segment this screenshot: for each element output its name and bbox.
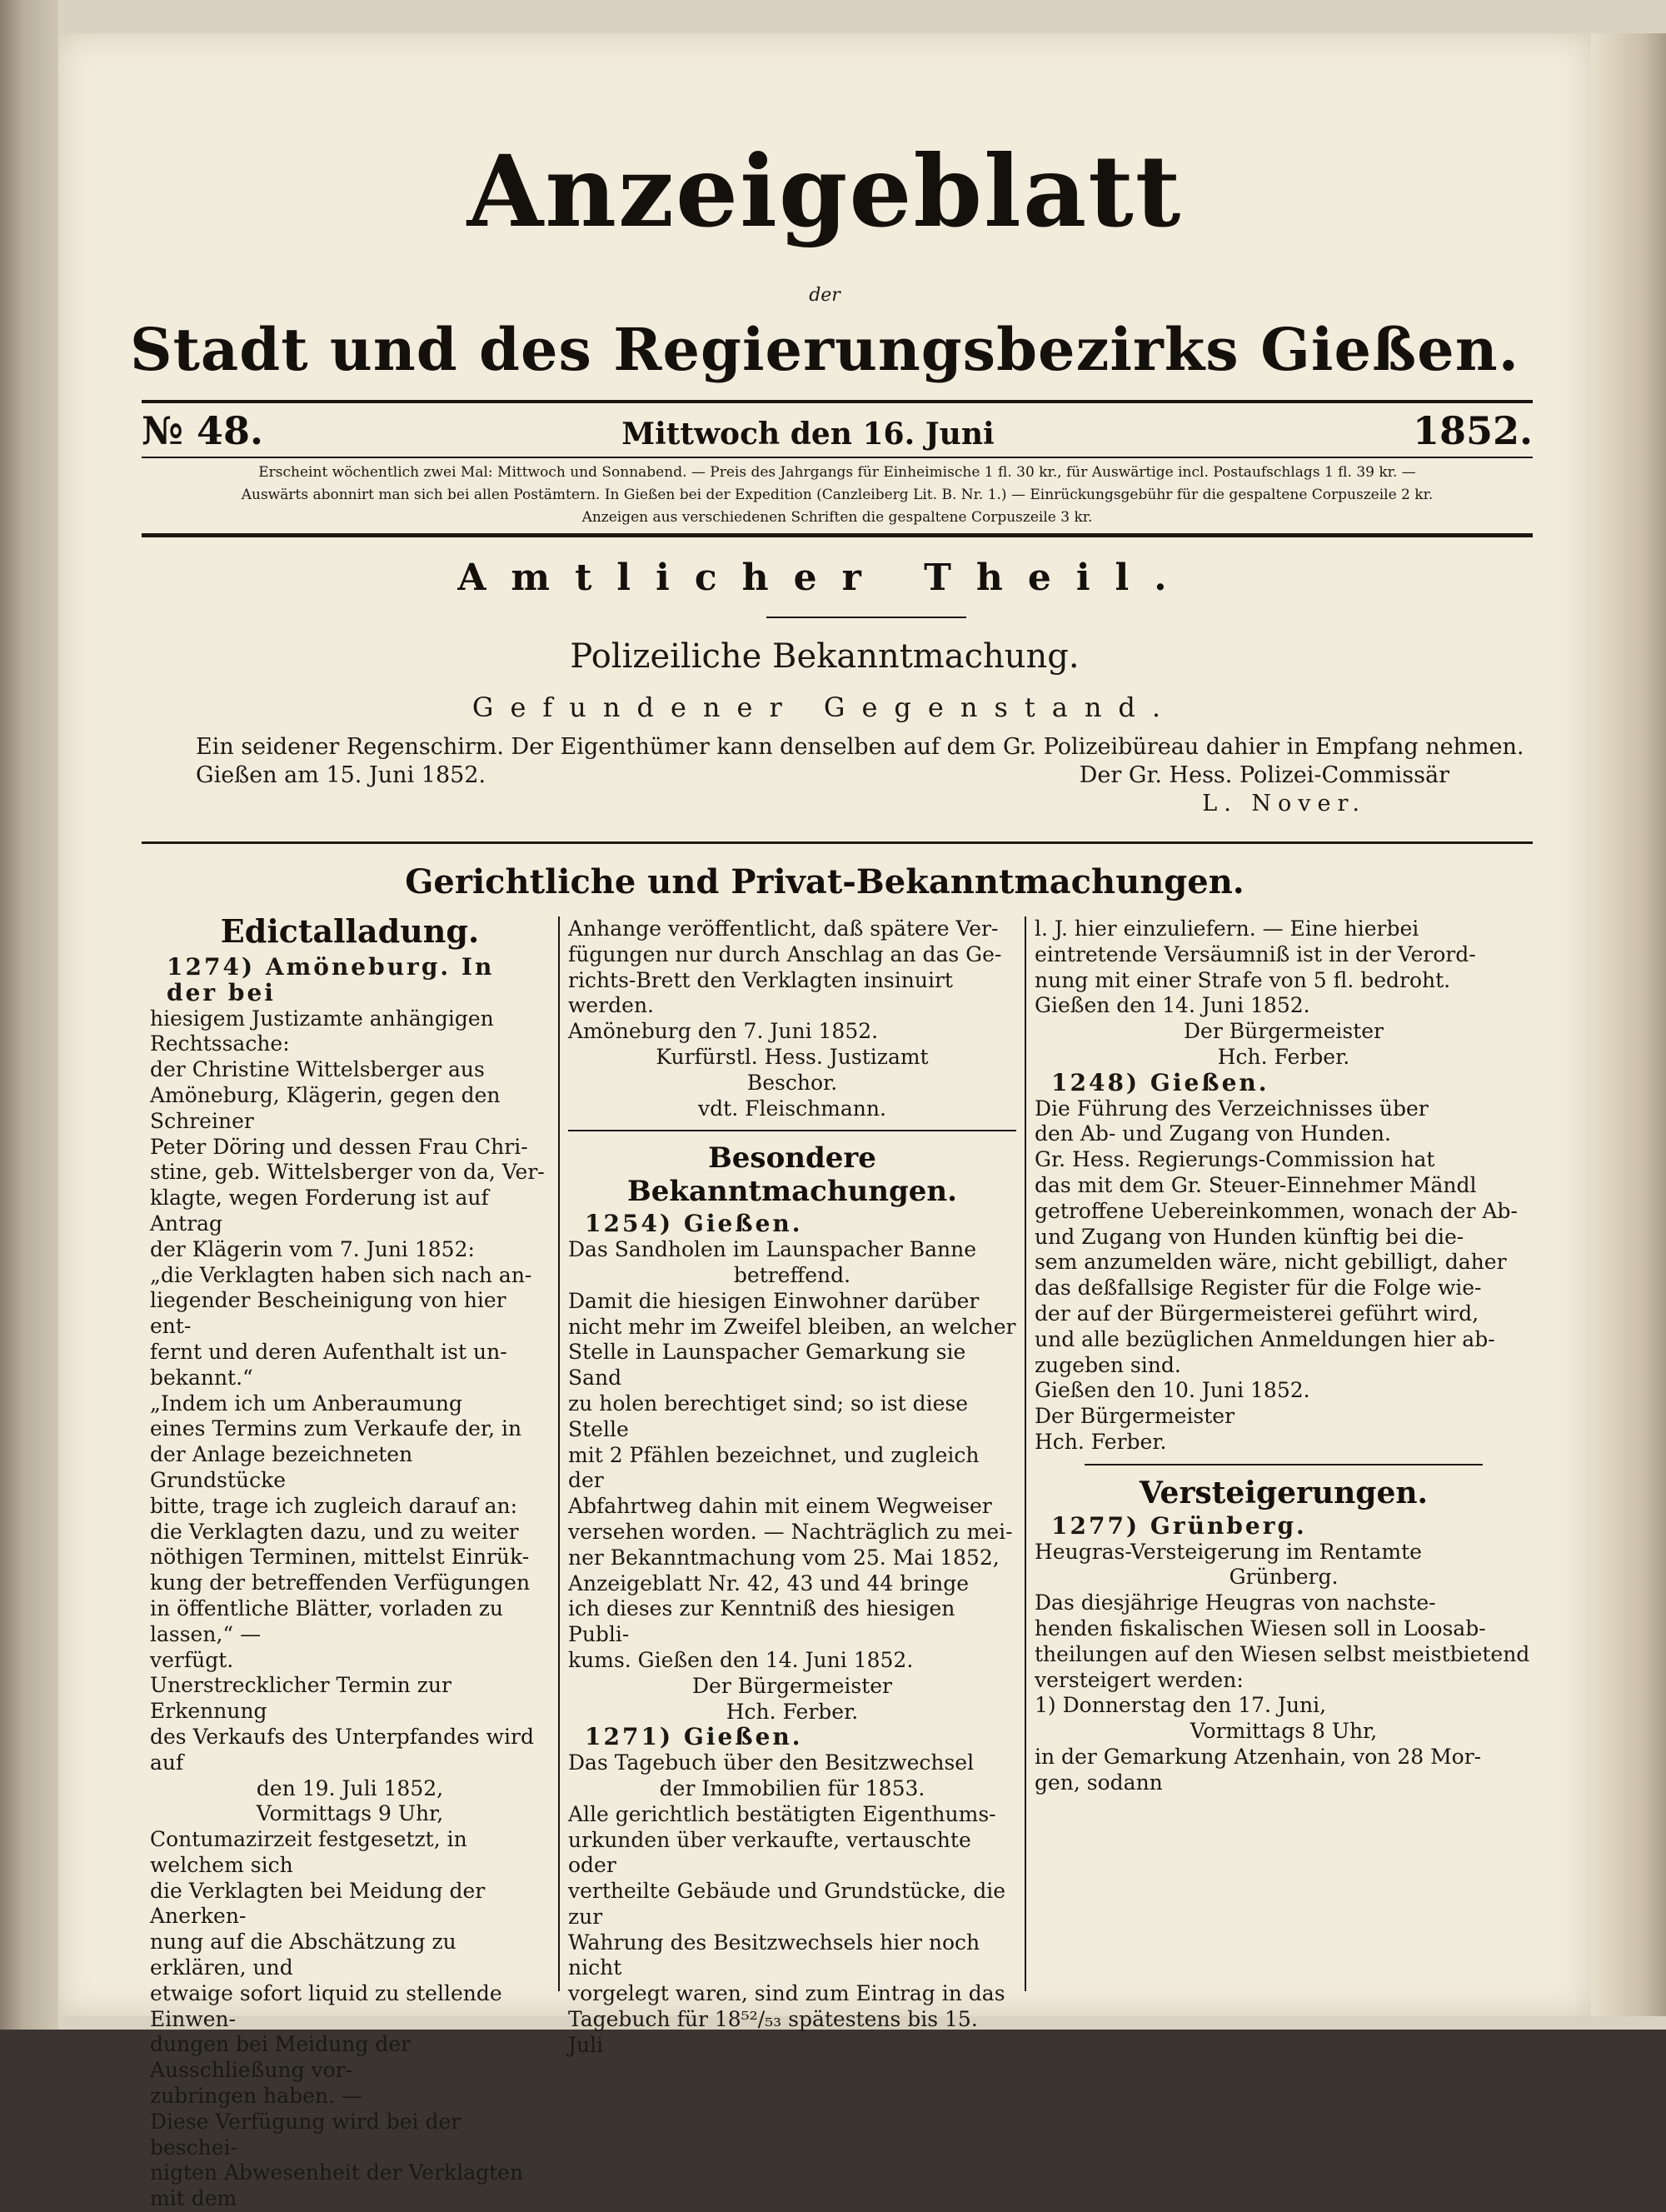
text-line: gen, sodann: [1035, 1770, 1163, 1795]
text-line: Das diesjährige Heugras von nachste-: [1035, 1590, 1436, 1615]
page-edge: [1591, 33, 1666, 2016]
sand-notice-text: [568, 1211, 1016, 1725]
text-line: Hch. Ferber.: [1217, 1044, 1350, 1069]
special-notices-heading: Besondere Bekanntmachungen.: [627, 1141, 957, 1209]
masthead-title: Anzeigeblatt: [466, 133, 1183, 249]
edictal-text: [150, 955, 550, 2212]
text-line: Contumazirzeit festgesetzt, in welchem sich: [150, 1827, 467, 1877]
text-line: die Verklagten dazu, und zu weiter: [150, 1519, 519, 1544]
issue-year: 1852.: [1412, 408, 1533, 453]
text-line: Peter Döring und dessen Frau Chri-: [150, 1134, 528, 1159]
text-line: den Ab- und Zugang von Hunden.: [1035, 1121, 1391, 1146]
notice-line: Anzeigen aus verschiedenen Schriften die gespaltene Corpuszeile 3 kr.: [581, 509, 1093, 526]
text-line: mit 2 Pfählen bezeichnet, und zugleich der: [568, 1442, 980, 1493]
text-line: Hch. Ferber.: [726, 1699, 859, 1724]
notice-line: Auswärts abonnirt man sich bei allen Postämtern. In Gießen bei der Expedition (Canzleiberg Lit. B. Nr. 1.) — Einrückungsgebühr für die gespaltene Corpuszeile 2 kr.: [241, 487, 1434, 503]
police-subheading: Gefundener Gegenstand.: [471, 692, 1178, 723]
text-line: des Verkaufs des Unterpfandes wird auf: [150, 1724, 534, 1775]
text-line: zu holen berechtiget sind; so ist diese Stelle: [568, 1391, 969, 1441]
text-line: Anzeigeblatt Nr. 42, 43 und 44 bringe: [568, 1570, 970, 1595]
text-line: Der Bürgermeister: [1183, 1019, 1384, 1044]
column-divider-2: [1025, 916, 1026, 1991]
text-line: nigten Abwesenheit der Verklagten mit dem: [150, 2160, 524, 2211]
text-line: kung der betreffenden Verfügungen: [150, 1570, 531, 1595]
text-line: „Indem ich um Anberaumung: [150, 1391, 462, 1416]
text-line: eintretende Versäumniß ist in der Verord-: [1035, 941, 1476, 966]
text-line: 1) Donnerstag den 17. Juni,: [1035, 1693, 1327, 1718]
text-line: 1254) Gießen.: [585, 1210, 803, 1238]
official-section-title: Amtlicher Theil.: [457, 557, 1192, 599]
text-line: vorgelegt waren, sind zum Eintrag in das: [568, 1981, 1005, 2006]
text-line: den 19. Juli 1852,: [256, 1775, 444, 1800]
text-line: richts-Brett den Verklagten insinuirt werden.: [568, 967, 953, 1018]
text-line: Gießen den 10. Juni 1852.: [1035, 1378, 1310, 1403]
text-line: Gießen den 14. Juni 1852.: [1035, 993, 1310, 1018]
column-3: [1035, 916, 1533, 1796]
subscription-notice: [142, 462, 1533, 529]
text-line: 1274) Amöneburg. In der bei: [167, 953, 495, 1006]
text-line: betreffend.: [733, 1262, 851, 1287]
text-line: sem anzumelden wäre, nicht gebilligt, daher: [1035, 1250, 1507, 1275]
text-line: vdt. Fleischmann.: [698, 1096, 886, 1121]
text-line: in der Gemarkung Atzenhain, von 28 Mor-: [1035, 1744, 1482, 1769]
text-line: Vormittags 9 Uhr,: [256, 1801, 444, 1826]
text-line: und Zugang von Hunden künftig bei die-: [1035, 1224, 1464, 1249]
text-line: versehen worden. — Nachträglich zu mei-: [568, 1519, 1013, 1544]
text-line: henden fiskalischen Wiesen soll in Loosab-: [1035, 1615, 1486, 1640]
police-signature-title: Der Gr. Hess. Polizei-Commissär: [1079, 762, 1449, 788]
column-1: [150, 912, 550, 2212]
court-section-title: Gerichtliche und Privat-Bekanntmachungen.: [405, 862, 1245, 901]
text-line: Anhange veröffentlicht, daß spätere Ver-: [568, 916, 999, 941]
dog-register-notice-text: [1035, 916, 1533, 1456]
text-line: der auf der Bürgermeisterei geführt wird,: [1035, 1301, 1479, 1326]
date-rule: [142, 457, 1533, 458]
text-line: Vormittags 8 Uhr,: [1190, 1719, 1378, 1744]
police-text-line1: Ein seidener Regenschirm. Der Eigenthümer kann denselben auf dem Gr. Polizeibüreau dahier in Empfang nehmen.: [196, 734, 1524, 760]
text-line: zugeben sind.: [1035, 1352, 1181, 1377]
text-line: 1248) Gießen.: [1051, 1068, 1269, 1096]
official-end-rule: [142, 841, 1533, 844]
text-line: das mit dem Gr. Steuer-Einnehmer Mändl: [1035, 1172, 1477, 1197]
text-line: nicht mehr im Zweifel bleiben, an welcher: [568, 1314, 1016, 1339]
text-line: Amöneburg den 7. Juni 1852.: [568, 1019, 879, 1044]
land-register-notice-text: [568, 1725, 1016, 2058]
text-line: theilungen auf den Wiesen selbst meistbietend: [1035, 1641, 1530, 1666]
column-2-rule: [568, 1130, 1016, 1131]
text-line: Alle gerichtlich bestätigten Eigenthums-: [568, 1801, 996, 1826]
text-line: dungen bei Meidung der Ausschließung vor-: [150, 2032, 412, 2083]
text-line: „die Verklagten haben sich nach an-: [150, 1262, 532, 1287]
text-line: bitte, trage ich zugleich darauf an:: [150, 1493, 518, 1518]
text-line: das deßfallsige Register für die Folge wie-: [1035, 1276, 1482, 1301]
column-3-rule: [1085, 1464, 1483, 1466]
text-line: Der Bürgermeister: [691, 1673, 893, 1698]
text-line: Stelle in Launspacher Gemarkung sie Sand: [568, 1340, 966, 1391]
book-gutter: [0, 0, 58, 2030]
column-2: [568, 916, 1016, 2059]
text-line: Abfahrtweg dahin mit einem Wegweiser: [568, 1494, 992, 1519]
text-line: kums. Gießen den 14. Juni 1852.: [568, 1647, 914, 1672]
text-line: liegender Bescheinigung von hier ent-: [150, 1288, 506, 1339]
text-line: Grünberg.: [1229, 1565, 1339, 1590]
text-line: versteigert werden:: [1035, 1667, 1244, 1692]
text-line: Diese Verfügung wird bei der beschei-: [150, 2109, 461, 2160]
text-line: ich dieses zur Kenntniß des hiesigen Publi-: [568, 1596, 955, 1647]
text-line: eines Termins zum Verkaufe der, in: [150, 1416, 522, 1441]
masthead-rule: [142, 400, 1533, 403]
issue-date: Mittwoch den 16. Juni: [621, 417, 995, 452]
police-heading: Polizeiliche Bekanntmachung.: [570, 637, 1080, 676]
text-line: nung mit einer Strafe von 5 fl. bedroht.: [1035, 967, 1451, 992]
notice-rule: [142, 533, 1533, 537]
text-line: fügungen nur durch Anschlag an das Ge-: [568, 941, 1002, 966]
text-line: klagte, wegen Forderung ist auf Antrag: [150, 1186, 489, 1236]
text-line: Unerstrecklicher Termin zur Erkennung: [150, 1673, 451, 1724]
text-line: Das Tagebuch über den Besitzwechsel: [568, 1750, 975, 1775]
text-line: und alle bezüglichen Anmeldungen hier ab-: [1035, 1326, 1495, 1351]
text-line: verfügt.: [150, 1647, 234, 1672]
text-line: Hch. Ferber.: [1035, 1429, 1167, 1454]
text-line: der Christine Wittelsberger aus: [150, 1057, 485, 1082]
text-line: der Immobilien für 1853.: [659, 1775, 925, 1800]
police-signature-name: L. Nover.: [1202, 791, 1366, 816]
text-line: urkunden über verkaufte, vertauschte oder: [568, 1827, 971, 1878]
text-line: Amöneburg, Klägerin, gegen den Schreiner: [150, 1082, 501, 1133]
text-line: Beschor.: [746, 1070, 838, 1095]
masthead-subtitle: Stadt und des Regierungsbezirks Gießen.: [130, 315, 1519, 384]
text-line: ner Bekanntmachung vom 25. Mai 1852,: [568, 1545, 1000, 1570]
text-line: vertheilte Gebäude und Grundstücke, die zur: [568, 1879, 1005, 1929]
text-line: Der Bürgermeister: [1035, 1404, 1235, 1429]
text-line: hiesigem Justizamte anhängigen Rechtssache:: [150, 1006, 494, 1056]
text-line: Die Führung des Verzeichnisses über: [1035, 1096, 1429, 1121]
text-line: Heugras-Versteigerung im Rentamte: [1035, 1539, 1422, 1564]
issue-number: № 48.: [142, 408, 264, 453]
text-line: 1271) Gießen.: [585, 1723, 803, 1751]
text-line: lassen,“ —: [150, 1621, 262, 1646]
notice-line: Erscheint wöchentlich zwei Mal: Mittwoch und Sonnabend. — Preis des Jahrgangs für Einheimische 1 fl. 30 kr., für Auswärtige incl. Postaufschlags 1 fl. 39 kr. —: [258, 464, 1416, 481]
text-line: Tagebuch für 18⁵²/₅₃ spätestens bis 15. Juli: [568, 2007, 978, 2057]
auction-notice-text: [1035, 1511, 1533, 1796]
text-line: nöthigen Terminen, mittelst Einrük-: [150, 1545, 530, 1570]
auctions-heading: Versteigerungen.: [1139, 1475, 1429, 1510]
masthead-der: der: [809, 285, 840, 306]
text-line: 1277) Grünberg.: [1051, 1511, 1307, 1540]
text-line: der Klägerin vom 7. Juni 1852:: [150, 1236, 475, 1261]
text-line: getroffene Uebereinkommen, wonach der Ab-: [1035, 1198, 1518, 1223]
text-line: l. J. hier einzuliefern. — Eine hierbei: [1035, 916, 1419, 941]
text-line: Damit die hiesigen Einwohner darüber: [568, 1288, 980, 1313]
edictal-heading: Edictalladung.: [220, 912, 480, 950]
column-divider-1: [558, 916, 560, 1991]
text-line: Das Sandholen im Launspacher Banne: [568, 1237, 977, 1262]
newspaper-page: [58, 33, 1591, 2211]
amoneburg-continuation: [568, 916, 1016, 1121]
text-line: Wahrung des Besitzwechsels hier noch nicht: [568, 1930, 980, 1980]
text-line: bekannt.“: [150, 1365, 253, 1390]
official-short-rule: [766, 617, 966, 618]
text-line: in öffentliche Blätter, vorladen zu: [150, 1595, 504, 1620]
text-line: die Verklagten bei Meidung der Anerken-: [150, 1878, 486, 1929]
text-line: zubringen haben. —: [150, 2084, 362, 2109]
text-line: stine, geb. Wittelsberger von da, Ver-: [150, 1160, 545, 1185]
text-line: fernt und deren Aufenthalt ist un-: [150, 1339, 507, 1364]
text-line: der Anlage bezeichneten Grundstücke: [150, 1442, 413, 1492]
text-line: nung auf die Abschätzung zu erklären, und: [150, 1930, 456, 1980]
text-line: etwaige sofort liquid zu stellende Einwen-: [150, 1980, 502, 2031]
text-line: Gr. Hess. Regierungs-Commission hat: [1035, 1147, 1435, 1172]
text-line: Kurfürstl. Hess. Justizamt: [656, 1044, 929, 1069]
police-text-line2: Gießen am 15. Juni 1852.: [196, 762, 486, 788]
